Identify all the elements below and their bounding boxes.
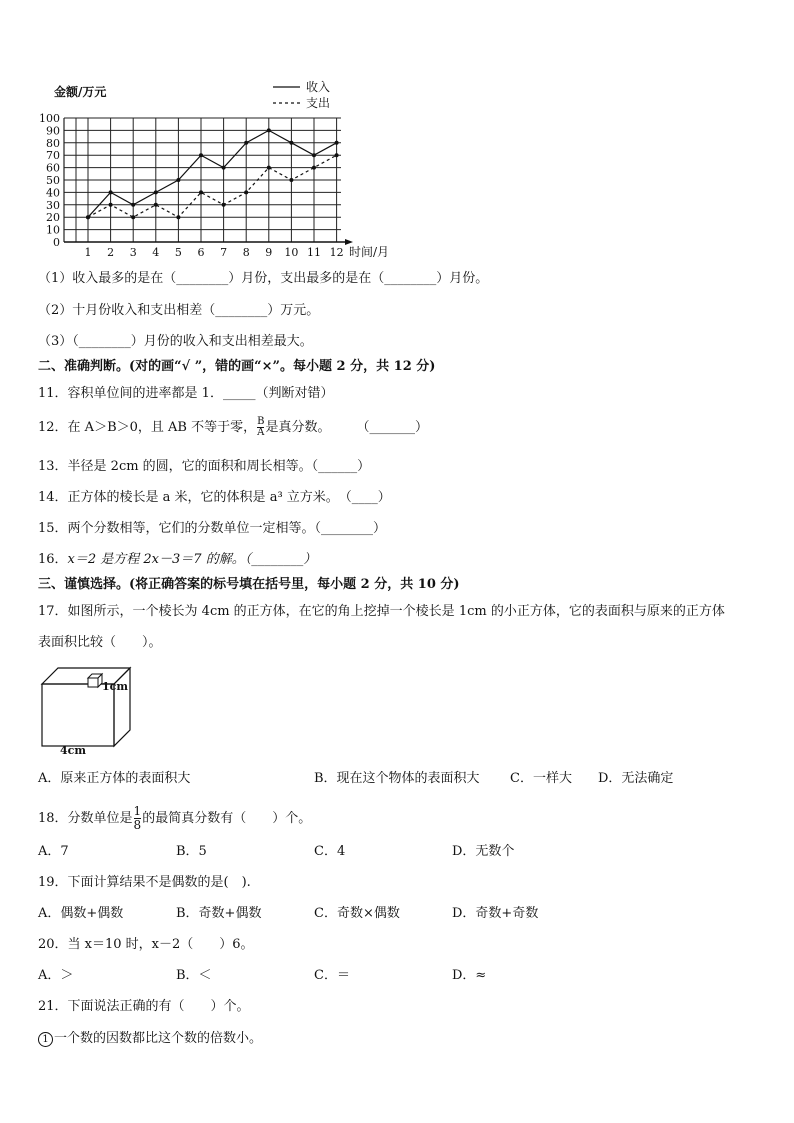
fraction-denominator: A [257,427,265,438]
x-tick-label: 12 [329,246,344,259]
y-tick-label: 80 [46,136,60,150]
section-2-header: 二、准确判断。(对的画“√ ”，错的画“×”。每小题 2 分，共 12 分) [38,359,436,374]
question-21: 21．下面说法正确的有（ ）个。 [38,999,250,1014]
data-point [199,190,203,194]
x-tick-label: 11 [307,246,321,259]
question-15: 15．两个分数相等，它们的分数单位一定相等。（________） [38,521,387,536]
x-tick-label: 10 [284,246,299,259]
y-tick-label: 60 [46,161,60,175]
data-point [267,166,271,170]
q19-option-b: B．奇数+偶数 [176,906,262,921]
data-point [154,203,158,207]
x-tick-label: 6 [197,246,205,259]
y-tick-label: 100 [39,112,60,125]
question-17-line-1: 17．如图所示，一个棱长为 4cm 的正方体，在它的角上挖掉一个棱长是 1cm 的小正方体，它的表面积与原来的正方体 [38,604,725,619]
x-tick-label: 5 [174,246,182,259]
data-point [335,141,339,145]
data-point [289,178,293,182]
y-tick-label: 70 [46,149,60,163]
question-14: 14．正方体的棱长是 a 米，它的体积是 a³ 立方米。 （____） [38,490,391,505]
question-20: 20．当 x＝10 时，x－2（ ）6。 [38,937,254,952]
data-point [176,178,180,182]
x-tick-label: 2 [107,246,115,259]
q19-option-c: C．奇数×偶数 [314,906,400,921]
q18-option-a: A．7 [38,844,69,859]
question-12 [38,417,428,438]
question-12-text: 12．在 A＞B＞0，且 AB 不等于零， [38,420,257,435]
question-10-3: （3）（________）月份的收入和支出相差最大。 [38,334,313,349]
fraction-b-over-a [257,417,264,438]
q20-option-d: D．≈ [452,968,487,983]
y-axis-label: 金额/万元 [54,85,107,99]
q20-option-a: A．＞ [38,968,74,983]
question-10-1: （1）收入最多的是在（________）月份，支出最多的是在（________）月份。 [38,271,489,286]
question-11: 11．容积单位间的进率都是 1．_____（判断对错） [38,386,334,401]
question-16-equation: x＝2 是方程 2x－3＝7 的解。（________） [67,552,317,567]
q17-option-a: A．原来正方体的表面积大 [38,771,191,786]
data-point [222,166,226,170]
question-10-2: （2）十月份收入和支出相差（________）万元。 [38,303,320,318]
q18-option-d: D．无数个 [452,844,515,859]
question-16-number: 16． [38,552,68,567]
data-point [109,203,113,207]
question-17-line-2: 表面积比较（ ）。 [38,635,162,650]
question-18 [38,805,311,832]
data-point [154,190,158,194]
fraction-numerator: 1 [133,804,142,818]
fraction-denominator: 8 [133,818,142,832]
data-point [312,166,316,170]
question-19: 19．下面计算结果不是偶数的是( ). [38,875,251,890]
data-point [131,215,135,219]
cube-figure [38,664,138,760]
income-expense-chart [30,76,390,266]
q20-option-b: B．＜ [176,968,212,983]
cube-drawing [38,664,138,760]
q17-option-d: D．无法确定 [598,771,674,786]
q18-option-b: B．5 [176,844,207,859]
question-18-tail: 的最简真分数有（ ）个。 [142,811,312,826]
cube-big-label: 4cm [60,744,86,757]
q19-option-a: A．偶数+偶数 [38,906,124,921]
q18-option-c: C．4 [314,844,346,859]
q17-option-c: C．一样大 [510,771,572,786]
x-tick-label: 8 [242,246,250,259]
fraction-numerator: B [257,416,265,427]
x-tick-label: 9 [265,246,273,259]
x-tick-label: 3 [129,246,137,259]
circled-number: 1 [38,1032,53,1047]
q20-option-c: C．＝ [314,968,350,983]
section-3-header: 三、谨慎选择。(将正确答案的标号填在括号里，每小题 2 分，共 10 分) [38,577,460,592]
data-point [267,128,271,132]
data-point [199,153,203,157]
x-tick-label: 7 [220,246,228,259]
data-point [244,141,248,145]
y-tick-label: 30 [46,198,60,212]
x-tick-label: 1 [84,246,92,259]
data-point [131,203,135,207]
question-21-statement-1 [38,1030,262,1048]
data-point [335,153,339,157]
data-point [312,153,316,157]
statement-text: 一个数的因数都比这个数的倍数小。 [54,1031,263,1046]
x-tick-label: 4 [152,246,160,259]
data-point [289,141,293,145]
question-12-tail: 是真分数。 （_______） [265,420,428,435]
data-point [176,215,180,219]
series-line-income [88,130,337,217]
question-16 [38,551,316,569]
data-point [86,215,90,219]
data-point [109,190,113,194]
series-line-expense [88,155,337,217]
legend-label: 收入 [306,80,331,94]
x-axis-label: 时间/月 [349,245,390,259]
data-point [244,190,248,194]
q19-option-d: D．奇数+奇数 [452,906,539,921]
data-point [222,203,226,207]
y-tick-label: 20 [46,211,60,225]
y-tick-label: 40 [46,186,60,200]
fraction-one-eighth [134,805,142,832]
legend-label: 支出 [306,96,331,110]
y-tick-label: 0 [53,236,60,249]
y-tick-label: 50 [46,174,60,187]
cube-small-label: 1cm [102,680,128,693]
question-18-text: 18．分数单位是 [38,811,133,826]
q17-option-b: B．现在这个物体的表面积大 [314,771,480,786]
y-tick-label: 90 [46,124,60,138]
question-13: 13．半径是 2cm 的圆，它的面积和周长相等。（______） [38,459,371,474]
y-tick-label: 10 [46,223,60,237]
